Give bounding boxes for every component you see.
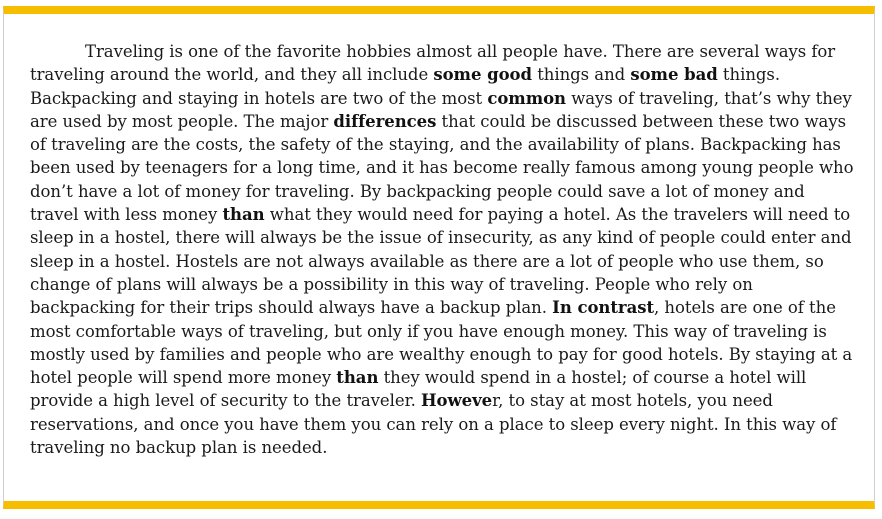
bold-keyword: some good	[433, 65, 532, 85]
essay-text-run: Traveling is one of the favorite hobbies almost all people have. There are several ways for traveling around the world, and they all include	[30, 42, 836, 85]
bold-keyword: some bad	[630, 65, 718, 85]
essay-text-run: things. Backpacking and staying in hotels are two of the most	[30, 65, 781, 108]
essay-text-run: that could be discussed between these two ways of traveling are the costs, the safety of the staying, and the availability of plans. Backpacking has been used by teenagers for a long time, and it has become really famous among young people who don’t have a lot of money for traveling. By backpacking people could save a lot of money and travel with less money	[30, 111, 854, 225]
essay-text-run: ways of traveling, that’s why they are used by most people. The major	[30, 88, 852, 131]
essay-text-run: they would spend in a hostel; of course a hotel will provide a high level of security to the traveler.	[30, 368, 807, 411]
essay-paragraph	[30, 40, 855, 459]
bold-keyword: than	[336, 368, 379, 388]
essay-text-run: things and	[532, 65, 631, 85]
bold-keyword: than	[222, 205, 265, 225]
bold-keyword: Howeve	[421, 391, 493, 411]
essay-text-run: what they would need for paying a hotel. As the travelers will need to sleep in a hostel, there will always be the issue of insecurity, as any kind of people could enter and sleep in a hostel. Hostels are not always available as there are a lot of people who use them, so change of plans will always be a possibility in this way of traveling. People who rely on backpacking for their trips should always have a backup plan.	[30, 205, 852, 318]
essay-text-run: , hotels are one of the most comfortable ways of traveling, but only if you have enough money. This way of traveling is mostly used by families and people who are wealthy enough to pay for good hotels. By staying at a hotel people will spend more money	[30, 298, 853, 388]
bold-keyword: differences	[333, 111, 437, 131]
essay-text-run: r, to stay at most hotels, you need reservations, and once you have them you can rely on a place to sleep every night. In this way of traveling no backup plan is needed.	[30, 391, 837, 458]
bold-keyword: In contrast	[552, 298, 655, 318]
bold-keyword: common	[487, 88, 566, 108]
